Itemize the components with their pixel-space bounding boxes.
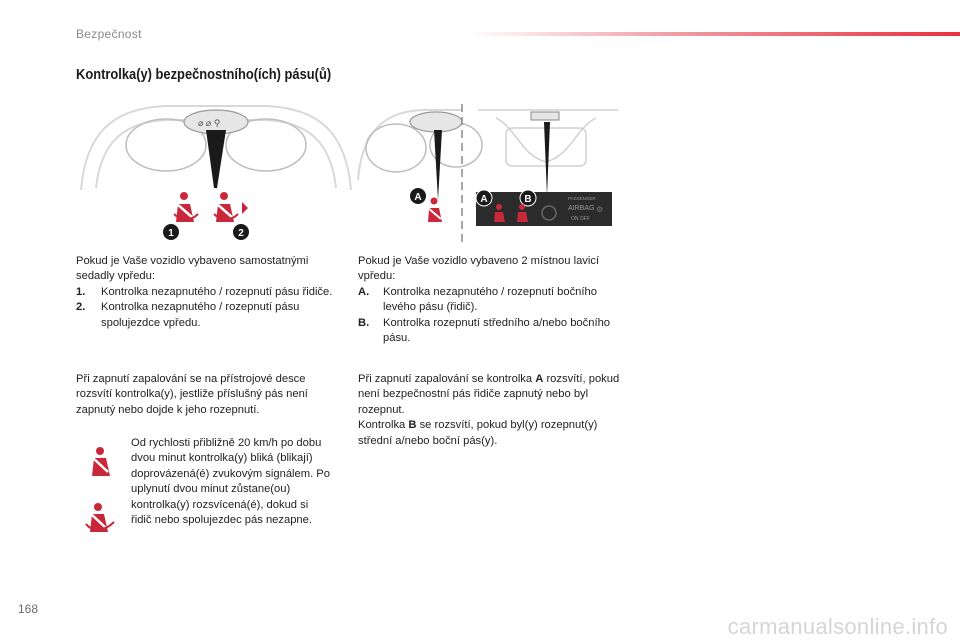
- seatbelt-icon: [214, 192, 248, 222]
- seatbelt-icon: [84, 502, 120, 534]
- page-title: Kontrolka(y) bezpečnostního(ích) pásu(ů): [76, 66, 332, 83]
- note-text: Od rychlosti přibližně 20 km/h po dobu dvou minut kontrolka(y) bliká (blikají) doprovázená(é) zvukovým signálem. Po uplynutí dvou minut zůstane(ou) kontrolka(y) rozsvícená(é), dokud si řidič nebo spolujezdec pás nezapne.: [131, 437, 330, 527]
- svg-text:⌀ ⌀ ⚲: ⌀ ⌀ ⚲: [198, 118, 221, 128]
- svg-text:A: A: [414, 192, 422, 203]
- item-text: Kontrolka nezapnutého / rozepnutí pásu spolujezdce vpředu.: [101, 301, 300, 329]
- section-label: Bezpečnost: [76, 27, 142, 41]
- dashboard-figure-right: [356, 100, 621, 250]
- item-text: Kontrolka nezapnutého / rozepnutí bočního levého pásu (řidič).: [383, 285, 597, 314]
- svg-text:ON OFF: ON OFF: [571, 216, 590, 222]
- item-text: Kontrolka rozepnutí středního a/nebo bočního pásu.: [383, 316, 611, 345]
- list-item: [76, 285, 338, 300]
- para-text: se rozsvítí, pokud byl(y) rozepnut(y) střední a/nebo boční pás(y).: [358, 419, 598, 447]
- watermark: carmanualsonline.info: [727, 614, 948, 639]
- seatbelt-icon: [428, 198, 442, 223]
- para-text: Kontrolka: [358, 419, 409, 432]
- page-number: 168: [18, 602, 39, 616]
- label-b: B: [408, 419, 417, 432]
- item-text: Kontrolka nezapnutého / rozepnutí pásu řidiče.: [101, 285, 333, 298]
- item-number: 1.: [76, 285, 86, 298]
- right-column: [358, 254, 628, 346]
- list-item: [358, 316, 628, 347]
- item-letter: A.: [358, 285, 370, 298]
- seatbelt-icon: [86, 446, 118, 478]
- para-text: Při zapnutí zapalování se kontrolka: [358, 373, 536, 385]
- item-number: 2.: [76, 301, 86, 314]
- para-text: rozsvítí, pokud není bezpečnostní pás řidiče zapnutý nebo byl rozepnut.: [358, 373, 620, 416]
- header-accent-bar: [470, 32, 960, 36]
- list-item: [76, 300, 338, 331]
- right-paragraph-2: [358, 372, 620, 449]
- svg-text:2: 2: [238, 228, 244, 239]
- svg-text:AIRBAG: AIRBAG: [568, 205, 595, 212]
- svg-text:A: A: [480, 194, 488, 205]
- svg-text:B: B: [524, 194, 532, 205]
- svg-text:PASSENGER: PASSENGER: [568, 196, 596, 201]
- seatbelt-icon: [174, 192, 198, 222]
- svg-text:1: 1: [168, 228, 174, 239]
- label-a: A: [535, 373, 544, 385]
- left-column: [76, 254, 338, 331]
- item-letter: B.: [358, 316, 370, 329]
- right-intro: Pokud je Vaše vozidlo vybaveno 2 místnou lavicí vpředu:: [358, 255, 600, 283]
- svg-text:⚙: ⚙: [596, 205, 604, 214]
- list-item: [358, 285, 628, 316]
- left-paragraph-2: Při zapnutí zapalování se na přístrojové desce rozsvítí kontrolka(y), jestliže příslušný pás není zapnutý nebo dojde k jeho rozepnutí.: [76, 373, 308, 416]
- left-intro: Pokud je Vaše vozidlo vybaveno samostatnými sedadly vpředu:: [76, 255, 309, 283]
- dashboard-figure-left: [76, 100, 356, 250]
